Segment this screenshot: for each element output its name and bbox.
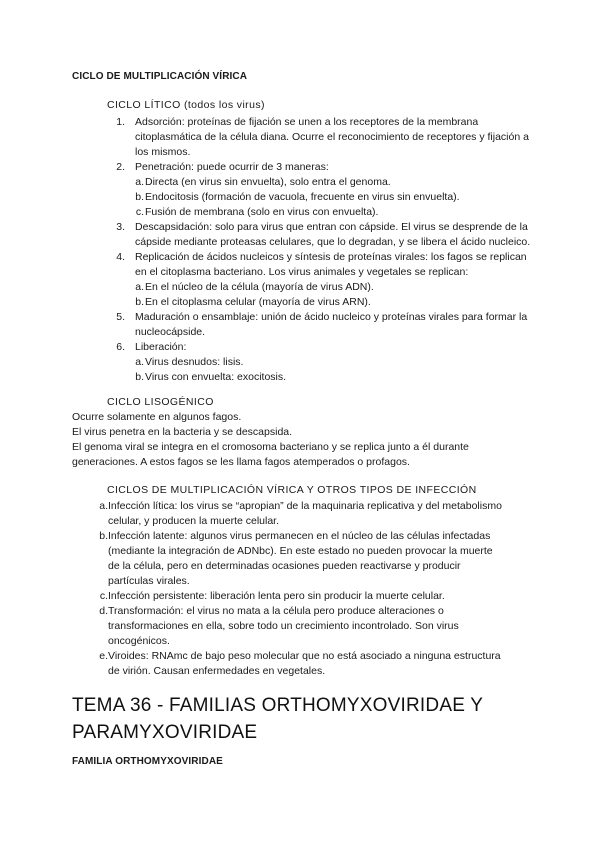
sub-letter: b. bbox=[135, 296, 144, 308]
list-item-line: Penetración: puede ocurrir de 3 maneras: bbox=[135, 161, 329, 173]
list-item-line: cápside mediante proteasas celulares, que lo degradan, y se libera el ácido nucleico. bbox=[135, 236, 531, 248]
sub-item-text: Virus desnudos: lisis. bbox=[145, 356, 244, 368]
list-item-line: Infección lítica: los virus se “apropian” de la maquinaria replicativa y del metabolismo bbox=[108, 500, 502, 512]
list-letter: b. bbox=[99, 530, 108, 542]
sub-item-text: Fusión de membrana (solo en virus con envuelta). bbox=[145, 206, 379, 218]
sub-item-text: En el núcleo de la célula (mayoría de virus ADN). bbox=[145, 281, 374, 293]
list-item-line: Replicación de ácidos nucleicos y síntesis de proteínas virales: los fagos se replican bbox=[135, 251, 527, 263]
list-item-line: Viroides: RNAmc de bajo peso molecular que no está asociado a ninguna estructura bbox=[108, 650, 501, 662]
list-item-line: partículas virales. bbox=[108, 575, 190, 587]
sub-item-text: Virus con envuelta: exocitosis. bbox=[145, 371, 287, 383]
list-number: 5. bbox=[116, 311, 125, 323]
sub-letter: c. bbox=[135, 206, 144, 218]
paragraph-line: El virus penetra en la bacteria y se descapsida. bbox=[72, 426, 293, 438]
sub-letter: b. bbox=[135, 191, 144, 203]
heading-ciclo-lisogenico: CICLO LISOGÉNICO bbox=[107, 396, 214, 408]
list-item-line: (mediante la integración de ADNbc). En este estado no pueden provocar la muerte bbox=[108, 545, 493, 557]
list-letter: e. bbox=[99, 650, 108, 662]
list-item-line: citoplasmática de la célula diana. Ocurre el reconocimiento de receptores y fijación a bbox=[135, 131, 529, 143]
tema-title-line: PARAMYXOVIRIDAE bbox=[72, 722, 258, 743]
list-item-line: transformaciones en ella, sobre todo un crecimiento incontrolado. Son virus bbox=[108, 620, 459, 632]
list-letter: c. bbox=[99, 590, 108, 602]
sub-letter: a. bbox=[135, 176, 144, 188]
heading-familia-orthomyxoviridae: FAMILIA ORTHOMYXOVIRIDAE bbox=[72, 756, 223, 767]
list-item-line: de virión. Causan enfermedades en vegetales. bbox=[108, 665, 326, 677]
list-item-line: Infección latente: algunos virus permanecen en el núcleo de las células infectadas bbox=[108, 530, 491, 542]
paragraph-line: Ocurre solamente en algunos fagos. bbox=[72, 411, 242, 423]
list-item-line: Maduración o ensamblaje: unión de ácido nucleico y proteínas virales para formar la bbox=[135, 311, 528, 323]
list-item-line: de la célula, pero en determinadas ocasiones pueden reactivarse y producir bbox=[108, 560, 461, 572]
list-number: 6. bbox=[116, 341, 125, 353]
list-number: 1. bbox=[116, 116, 125, 128]
list-item-line: celular, y producen la muerte celular. bbox=[108, 515, 280, 527]
paragraph-line: El genoma viral se integra en el cromosoma bacteriano y se replica junto a él durante bbox=[72, 441, 469, 453]
heading-ciclo-multiplicacion: CICLO DE MULTIPLICACIÓN VÍRICA bbox=[72, 71, 248, 82]
list-letter: a. bbox=[99, 500, 108, 512]
list-item-line: en el citoplasma bacteriano. Los virus animales y vegetales se replican: bbox=[135, 266, 469, 278]
heading-ciclo-litico: CICLO LÍTICO (todos los virus) bbox=[107, 99, 265, 111]
list-item-line: los mismos. bbox=[135, 146, 191, 158]
sub-item-text: Endocitosis (formación de vacuola, frecuente en virus sin envuelta). bbox=[145, 191, 460, 203]
tema-title-line: TEMA 36 - FAMILIAS ORTHOMYXOVIRIDAE Y bbox=[72, 695, 484, 716]
list-item-line: nucleocápside. bbox=[135, 326, 206, 338]
list-item-line: Descapsidación: solo para virus que entran con cápside. El virus se desprende de la bbox=[135, 221, 528, 233]
list-item-line: Liberación: bbox=[135, 341, 187, 353]
sub-letter: a. bbox=[135, 356, 144, 368]
list-item-line: Infección persistente: liberación lenta pero sin producir la muerte celular. bbox=[108, 590, 445, 602]
sub-item-text: En el citoplasma celular (mayoría de virus ARN). bbox=[145, 296, 371, 308]
list-item-line: Adsorción: proteínas de fijación se unen a los receptores de la membrana bbox=[135, 116, 479, 128]
paragraph-line: generaciones. A estos fagos se les llama fagos atemperados o profagos. bbox=[72, 456, 410, 468]
list-number: 3. bbox=[116, 221, 125, 233]
list-item-line: Transformación: el virus no mata a la célula pero produce alteraciones o bbox=[108, 605, 444, 617]
sub-item-text: Directa (en virus sin envuelta), solo entra el genoma. bbox=[145, 176, 391, 188]
list-number: 2. bbox=[116, 161, 125, 173]
list-item-line: oncogénicos. bbox=[108, 635, 170, 647]
list-number: 4. bbox=[116, 251, 125, 263]
sub-letter: a. bbox=[135, 281, 144, 293]
sub-letter: b. bbox=[135, 371, 144, 383]
list-letter: d. bbox=[99, 605, 108, 617]
heading-otros-tipos-infeccion: CICLOS DE MULTIPLICACIÓN VÍRICA Y OTROS TIPOS DE INFECCIÓN bbox=[107, 484, 477, 496]
